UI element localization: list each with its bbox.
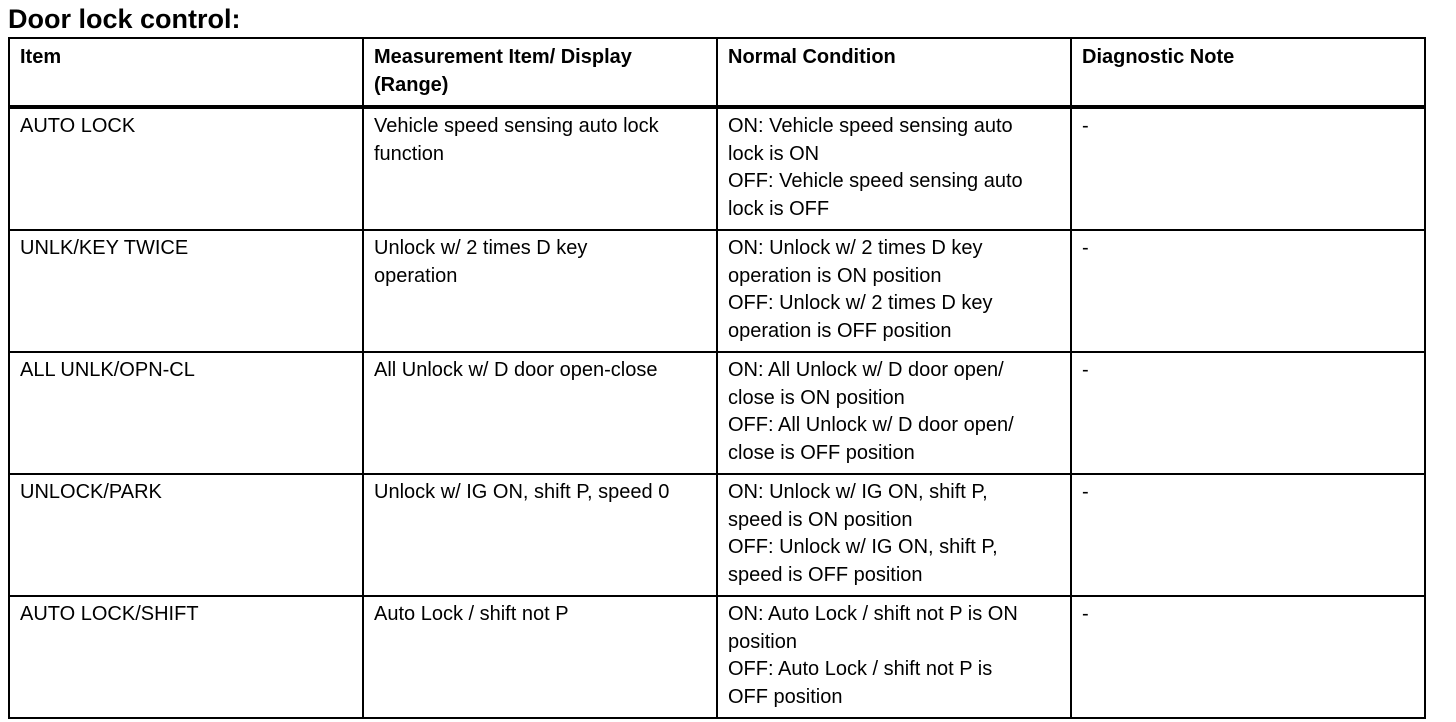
cell-measurement: Auto Lock / shift not P	[363, 596, 717, 718]
cell-diagnostic-note: -	[1071, 352, 1425, 474]
page-title: Door lock control:	[8, 4, 241, 34]
table-header-row	[9, 38, 1425, 107]
header-item: Item	[9, 38, 363, 107]
table-row	[9, 474, 1425, 596]
cell-measurement: Unlock w/ 2 times D key operation	[363, 230, 717, 352]
cell-normal-condition: ON: Vehicle speed sensing auto lock is ON OFF: Vehicle speed sensing auto lock is OFF	[717, 107, 1071, 230]
cell-diagnostic-note: -	[1071, 107, 1425, 230]
cell-item: ALL UNLK/OPN-CL	[9, 352, 363, 474]
cell-diagnostic-note: -	[1071, 230, 1425, 352]
table-row	[9, 352, 1425, 474]
cell-item: AUTO LOCK	[9, 107, 363, 230]
header-diagnostic-note: Diagnostic Note	[1071, 38, 1425, 107]
cell-normal-condition: ON: All Unlock w/ D door open/ close is ON position OFF: All Unlock w/ D door open/ close is OFF position	[717, 352, 1071, 474]
cell-normal-condition: ON: Unlock w/ IG ON, shift P, speed is ON position OFF: Unlock w/ IG ON, shift P, speed is OFF position	[717, 474, 1071, 596]
cell-item: AUTO LOCK/SHIFT	[9, 596, 363, 718]
cell-diagnostic-note: -	[1071, 474, 1425, 596]
cell-item: UNLOCK/PARK	[9, 474, 363, 596]
table-row	[9, 107, 1425, 230]
cell-item: UNLK/KEY TWICE	[9, 230, 363, 352]
cell-measurement: Unlock w/ IG ON, shift P, speed 0	[363, 474, 717, 596]
cell-measurement: All Unlock w/ D door open-close	[363, 352, 717, 474]
header-measurement-item: Measurement Item/ Display (Range)	[363, 38, 717, 107]
cell-normal-condition: ON: Unlock w/ 2 times D key operation is ON position OFF: Unlock w/ 2 times D key operation is OFF position	[717, 230, 1071, 352]
header-normal-condition: Normal Condition	[717, 38, 1071, 107]
table-row	[9, 230, 1425, 352]
cell-diagnostic-note: -	[1071, 596, 1425, 718]
cell-normal-condition: ON: Auto Lock / shift not P is ON position OFF: Auto Lock / shift not P is OFF position	[717, 596, 1071, 718]
cell-measurement: Vehicle speed sensing auto lock function	[363, 107, 717, 230]
table-row	[9, 596, 1425, 718]
door-lock-control-table	[8, 37, 1426, 719]
